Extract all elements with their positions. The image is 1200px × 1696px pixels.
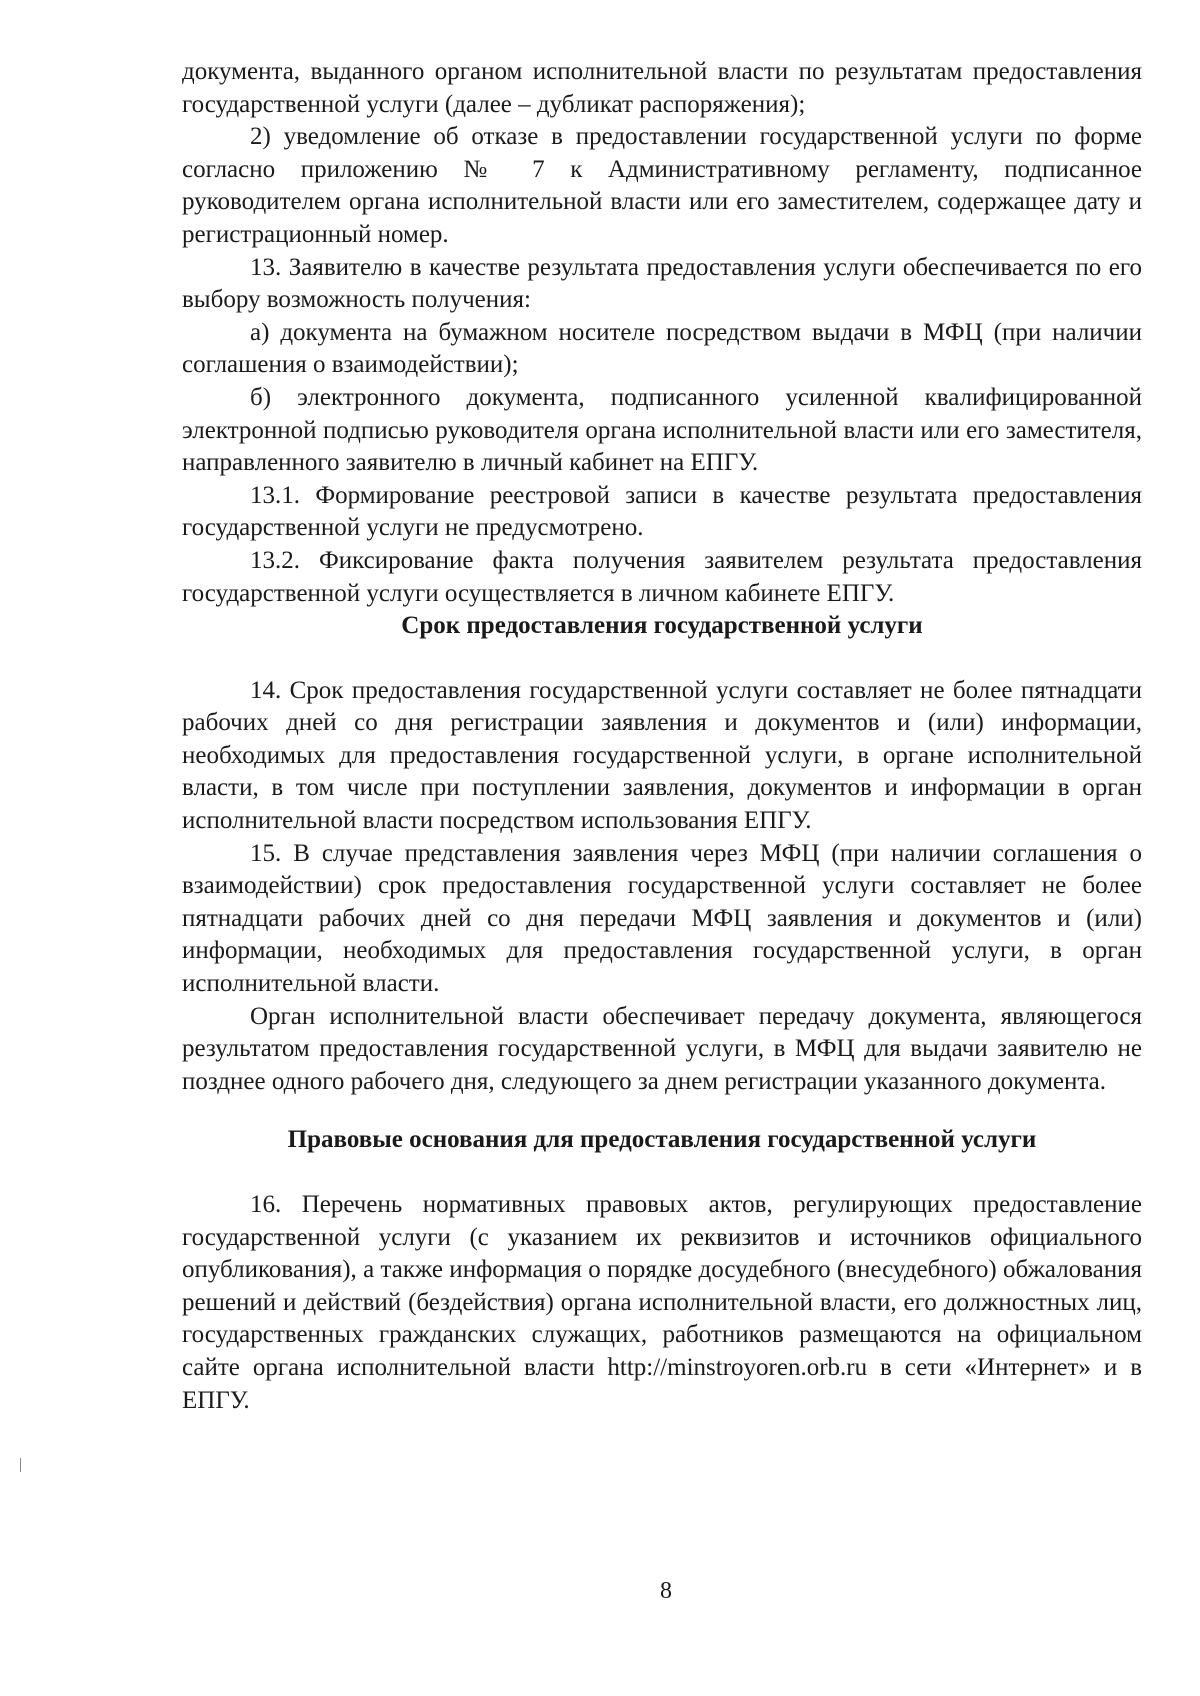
paragraph-14: 14. Срок предоставления государственной услуги составляет не более пятнадцати рабочих дней со дня регистрации заявления и документов и (или) информации, необходимых для предоставления государственной услуги, в органе исполнительной власти, в том числе при поступлении заявления, документов и информации в орган исполнительной власти посредством использования ЕПГУ.	[182, 676, 1142, 835]
paragraph-13-1: 13.1. Формирование реестровой записи в качестве результата предоставления государственной услуги не предусмотрено.	[182, 481, 1142, 542]
page-body	[182, 56, 1142, 1417]
paragraph-15-continuation: Орган исполнительной власти обеспечивает передачу документа, являющегося результатом предоставления государственной услуги, в МФЦ для выдачи заявителю не позднее одного рабочего дня, следующего за днем регистрации указанного документа.	[182, 1002, 1142, 1095]
paragraph-13-a: а) документа на бумажном носителе посредством выдачи в МФЦ (при наличии соглашения о взаимодействии);	[182, 318, 1142, 379]
paragraph-continuation: документа, выданного органом исполнительной власти по результатам предоставления государственной услуги (далее – дубликат распоряжения);	[182, 58, 1142, 118]
section-heading-term: Срок предоставления государственной услуги	[401, 612, 923, 640]
scan-margin-mark	[20, 1458, 21, 1472]
section-heading-legal-basis: Правовые основания для предоставления государственной услуги	[287, 1126, 1037, 1154]
paragraph-item-2: 2) уведомление об отказе в предоставлении государственной услуги по форме согласно приложению № 7 к Административному регламенту, подписанное руководителем органа исполнительной власти или его заместителем, содержащее дату и регистрационный номер.	[182, 123, 1142, 248]
paragraph-13-2: 13.2. Фиксирование факта получения заявителем результата предоставления государственной услуги осуществляется в личном кабинете ЕПГУ.	[182, 546, 1142, 607]
paragraph-16: 16. Перечень нормативных правовых актов, регулирующих предоставление государственной услуги (с указанием их реквизитов и источников официального опубликования), а также информация о порядке досудебного (внесудебного) обжалования решений и действий (бездействия) органа исполнительной власти, его должностных лиц, государственных гражданских служащих, работников размещаются на официальном сайте органа исполнительной власти http://minstroyoren.orb.ru в сети «Интернет» и в ЕПГУ.	[182, 1191, 1142, 1414]
paragraph-15: 15. В случае представления заявления через МФЦ (при наличии соглашения о взаимодействии) срок предоставления государственной услуги составляет не более пятнадцати рабочих дней со дня передачи МФЦ заявления и документов и (или) информации, необходимых для предоставления государственной услуги, в орган исполнительной власти.	[182, 839, 1142, 998]
paragraph-13: 13. Заявителю в качестве результата предоставления услуги обеспечивается по его выбору возможность получения:	[182, 253, 1142, 314]
page-number: 8	[660, 1578, 672, 1604]
paragraph-13-b: б) электронного документа, подписанного усиленной квалифицированной электронной подписью руководителя органа исполнительной власти или его заместителя, направленного заявителю в личный кабинет на ЕПГУ.	[182, 383, 1142, 477]
